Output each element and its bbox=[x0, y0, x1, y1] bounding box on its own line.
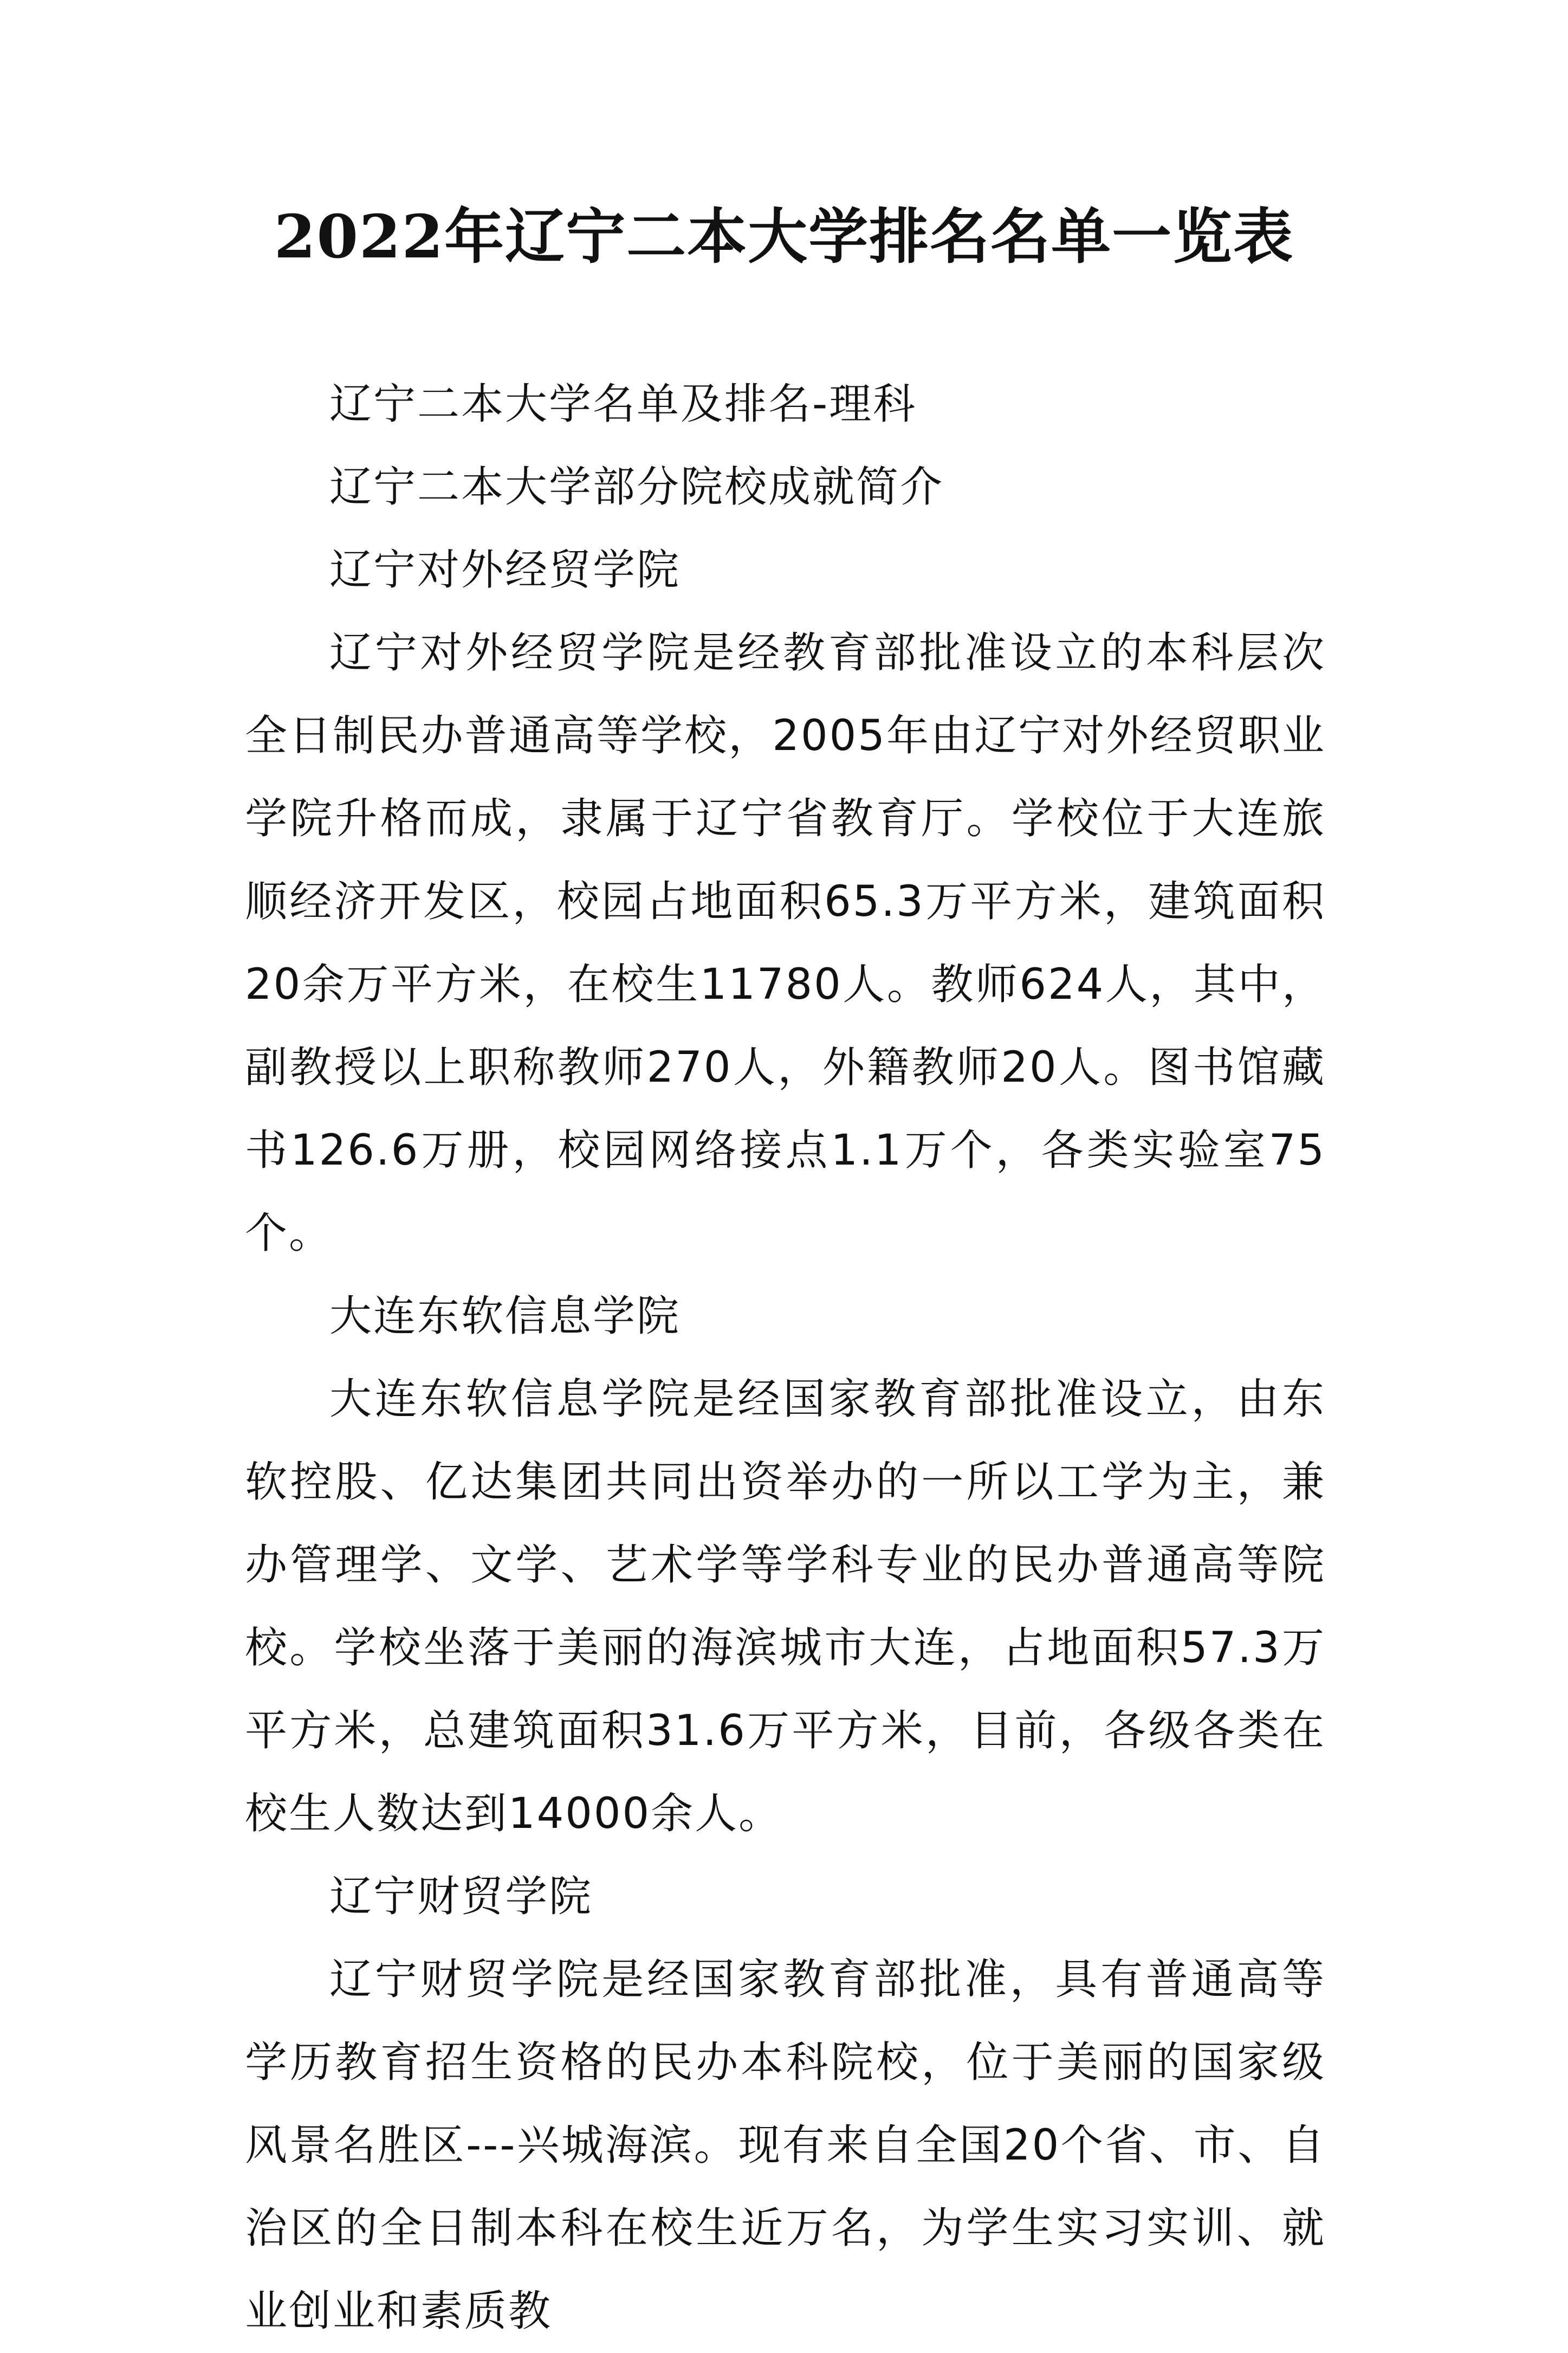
section-heading-list: 辽宁二本大学名单及排名-理科 bbox=[329, 380, 917, 429]
section-heading-intro: 辽宁二本大学部分院校成就简介 bbox=[329, 463, 944, 512]
school-paragraph-liaoning-finance-trade: 辽宁财贸学院是经国家教育部批准，具有普通高等学历教育招生资格的民办本科院校，位于美丽的国家级风景名胜区---兴城海滨。现有来自全国20个省、市、自治区的全日制本科在校生近万名，为学生实习实训、就业创业和素质教 bbox=[245, 1955, 1326, 2336]
school-heading-liaoning-foreign-trade: 辽宁对外经贸学院 bbox=[329, 546, 681, 594]
school-paragraph-dalian-neusoft: 大连东软信息学院是经国家教育部批准设立，由东软控股、亿达集团共同出资举办的一所以工学为主，兼办管理学、文学、艺术学等学科专业的民办普通高等院校。学校坐落于美丽的海滨城市大连，占地面积57.3万平方米，总建筑面积31.6万平方米，目前，各级各类在校生人数达到14000余人。 bbox=[245, 1375, 1326, 1838]
school-heading-dalian-neusoft: 大连东软信息学院 bbox=[329, 1292, 681, 1341]
document-body bbox=[245, 363, 1326, 2353]
school-heading-liaoning-finance-trade: 辽宁财贸学院 bbox=[329, 1872, 593, 1921]
document-title: 2022年辽宁二本大学排名名单一览表 bbox=[274, 202, 1294, 272]
school-paragraph-liaoning-foreign-trade: 辽宁对外经贸学院是经教育部批准设立的本科层次全日制民办普通高等学校，2005年由辽宁对外经贸职业学院升格而成，隶属于辽宁省教育厅。学校位于大连旅顺经济开发区，校园占地面积65.3万平方米，建筑面积20余万平方米，在校生11780人。教师624人，其中，副教授以上职称教师270人，外籍教师20人。图书馆藏书126.6万册，校园网络接点1.1万个，各类实验室75个。 bbox=[245, 629, 1326, 1258]
